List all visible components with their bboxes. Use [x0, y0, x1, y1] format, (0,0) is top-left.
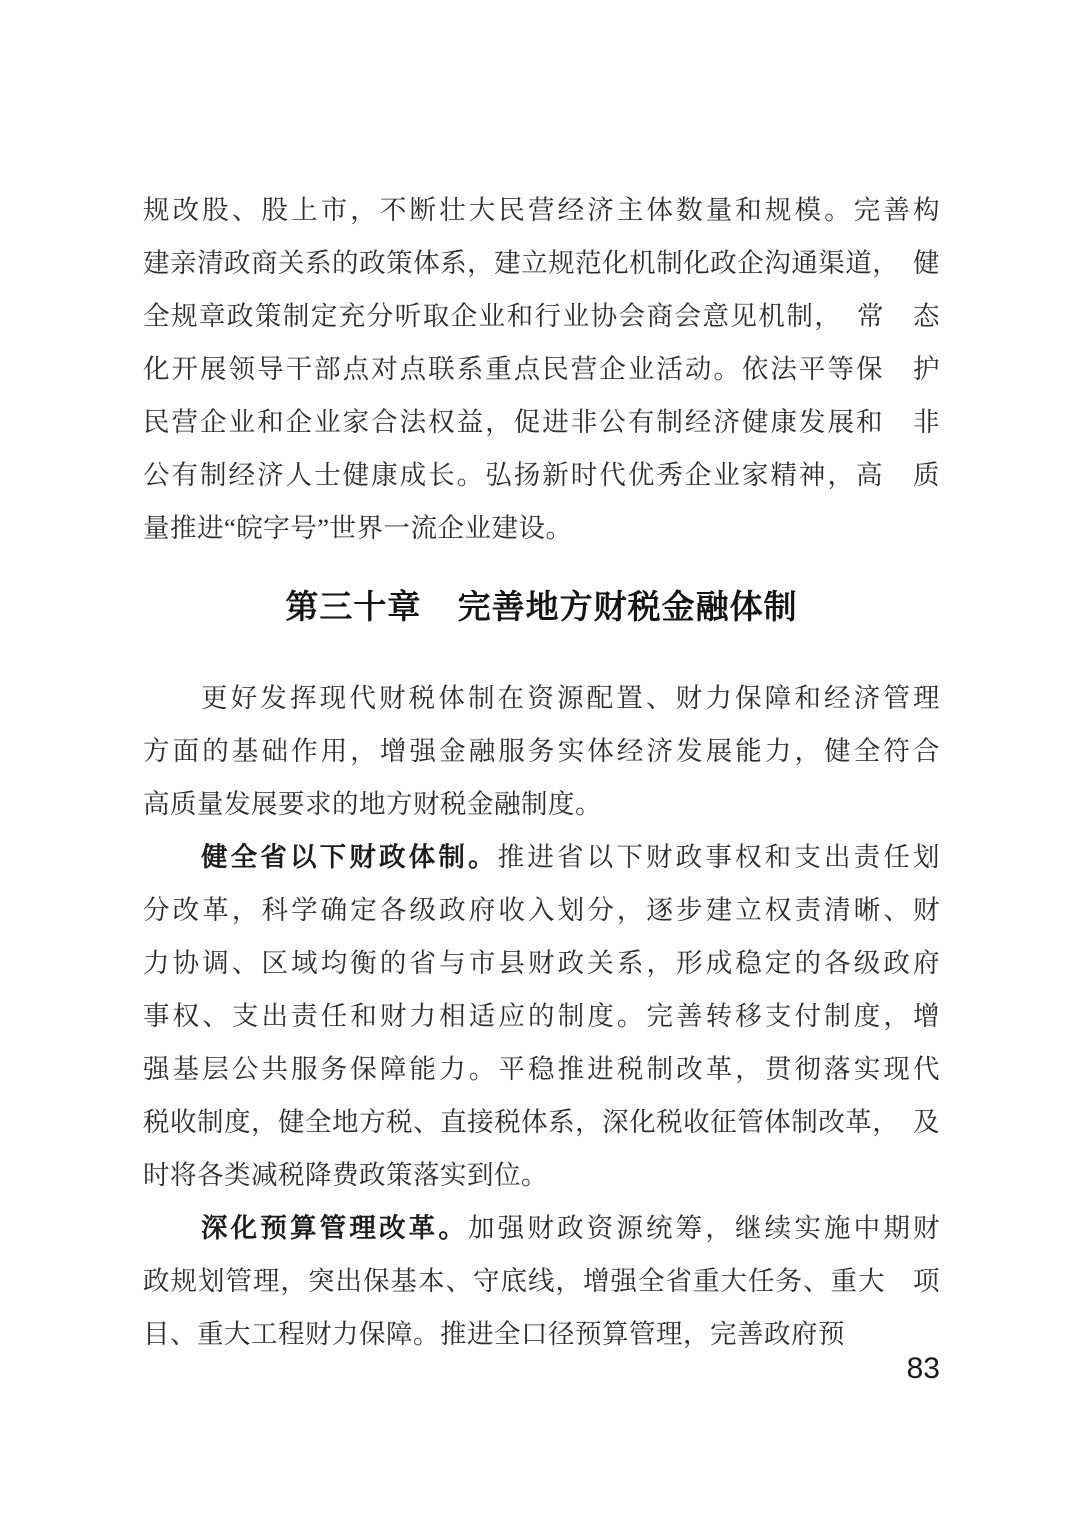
body-line: 建亲清政商关系的政策体系，建立规范化机制化政企沟通渠道， 健 — [143, 248, 940, 278]
body-line: 事权、支出责任和财力相适应的制度。完善转移支付制度，增 — [143, 1001, 940, 1031]
body-line: 力协调、区域均衡的省与市县财政关系，形成稳定的各级政府 — [143, 948, 940, 978]
body-line: 强基层公共服务保障能力。平稳推进税制改革，贯彻落实现代 — [143, 1054, 940, 1084]
page-number: 83 — [906, 1352, 940, 1385]
body-line: 更好发挥现代财税体制在资源配置、财力保障和经济管理 — [201, 683, 940, 713]
body-line: 化开展领导干部点对点联系重点民营企业活动。依法平等保 护 — [143, 354, 940, 384]
body-line: 民营企业和企业家合法权益，促进非公有制经济健康发展和 非 — [143, 407, 940, 437]
body-line-text: 加强财政资源统筹，继续实施中期财 — [468, 1213, 940, 1243]
body-line: 时将各类减税降费政策落实到位。 — [143, 1160, 548, 1190]
chapter-title: 完善地方财税金融体制 — [457, 588, 798, 625]
body-line-text: 推进省以下财政事权和支出责任划 — [497, 842, 941, 872]
document-body — [143, 184, 940, 1361]
body-line: 目、重大工程财力保障。推进全口径预算管理，完善政府预 — [143, 1319, 845, 1349]
bold-lead: 健全省以下财政体制。 — [201, 842, 498, 872]
body-line: 公有制经济人士健康成长。弘扬新时代优秀企业家精神，高 质 — [143, 460, 940, 490]
chapter-number: 第三十章 — [285, 588, 422, 625]
body-line: 税收制度，健全地方税、直接税体系，深化税收征管体制改革， 及 — [143, 1107, 940, 1137]
body-line: 规改股、股上市，不断壮大民营经济主体数量和规模。完善构 — [143, 195, 940, 225]
chapter-heading — [143, 580, 940, 633]
body-line: 高质量发展要求的地方财税金融制度。 — [143, 789, 602, 819]
body-line: 方面的基础作用，增强金融服务实体经济发展能力，健全符合 — [143, 736, 940, 766]
body-line: 量推进“皖字号”世界一流企业建设。 — [143, 513, 573, 543]
body-line — [143, 1202, 940, 1255]
body-line: 全规章政策制定充分听取企业和行业协会商会意见机制， 常 态 — [143, 301, 940, 331]
body-line: 分改革，科学确定各级政府收入划分，逐步建立权责清晰、财 — [143, 895, 940, 925]
body-line: 政规划管理，突出保基本、守底线，增强全省重大任务、重大 项 — [143, 1266, 940, 1296]
bold-lead: 深化预算管理改革。 — [201, 1213, 468, 1243]
body-line — [143, 831, 940, 884]
